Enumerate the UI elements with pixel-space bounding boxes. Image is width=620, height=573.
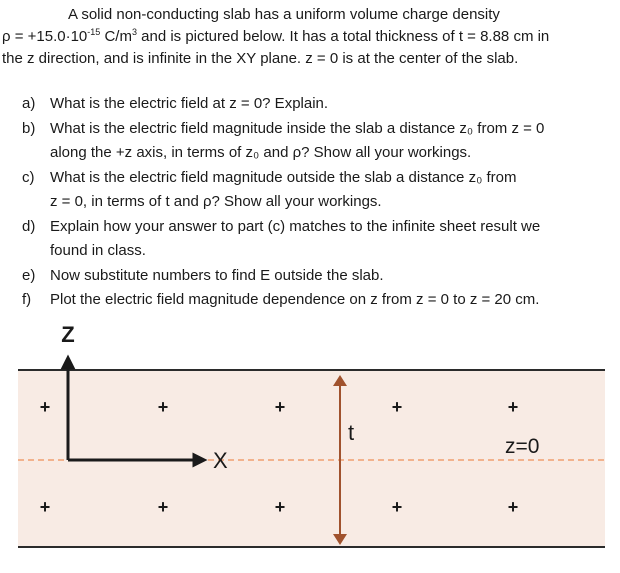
question-label: f) — [22, 291, 32, 308]
question-list — [22, 92, 618, 313]
question-b — [22, 117, 618, 166]
thickness-label: t — [348, 420, 355, 445]
question-label: d) — [22, 217, 36, 235]
question-f — [22, 288, 618, 313]
intro-line-2 — [2, 26, 618, 48]
plus-sign: + — [274, 497, 286, 517]
question-text: What is the electric field magnitude outside the slab a distance z₀ from — [50, 168, 517, 186]
plus-sign: + — [274, 397, 286, 417]
density-prefix: ρ = +15.0·10 — [2, 28, 88, 45]
question-text: What is the electric field magnitude inside the slab a distance z₀ from z = 0 — [50, 119, 545, 137]
plus-sign: + — [39, 397, 51, 417]
plus-sign: + — [391, 497, 403, 517]
question-text: z = 0, in terms of t and ρ? Show all your workings. — [50, 193, 382, 210]
question-label: a) — [22, 95, 36, 112]
center-plane-label: z=0 — [505, 435, 540, 458]
question-label: c) — [22, 168, 35, 186]
question-text: Explain how your answer to part (c) matches to the infinite sheet result we — [50, 217, 541, 235]
slab-diagram — [0, 320, 620, 573]
question-e — [22, 264, 618, 289]
question-text: found in class. — [50, 242, 146, 259]
question-text: Now substitute numbers to find E outside the slab. — [50, 266, 384, 284]
plus-sign: + — [391, 397, 403, 417]
plus-sign: + — [157, 497, 169, 517]
plus-sign: + — [157, 397, 169, 417]
plus-sign: + — [507, 497, 519, 517]
density-exponent: -15 — [87, 27, 101, 37]
question-label: b) — [22, 119, 36, 137]
plus-sign: + — [39, 497, 51, 517]
intro-line-2-rest: and is pictured below. It has a total thickness of t = 8.88 cm in — [136, 28, 550, 45]
question-label: e) — [22, 266, 36, 284]
question-a — [22, 92, 618, 117]
question-text: What is the electric field at z = 0? Explain. — [50, 95, 329, 112]
intro-line-1: A solid non-conducting slab has a uniform volume charge density — [68, 6, 500, 23]
problem-intro — [2, 4, 618, 70]
x-axis-label: X — [213, 448, 228, 473]
plus-sign: + — [507, 397, 519, 417]
question-d — [22, 215, 618, 264]
intro-line-3: the z direction, and is infinite in the XY plane. z = 0 is at the center of the slab. — [2, 50, 519, 67]
question-text: Plot the electric field magnitude dependence on z from z = 0 to z = 20 cm. — [50, 291, 540, 308]
unit-exponent: 3 — [131, 27, 137, 37]
z-axis-label: Z — [61, 322, 75, 347]
density-unit: C/m — [100, 28, 132, 45]
question-text: along the +z axis, in terms of z₀ and ρ? Show all your workings. — [50, 144, 472, 161]
question-c — [22, 166, 618, 215]
